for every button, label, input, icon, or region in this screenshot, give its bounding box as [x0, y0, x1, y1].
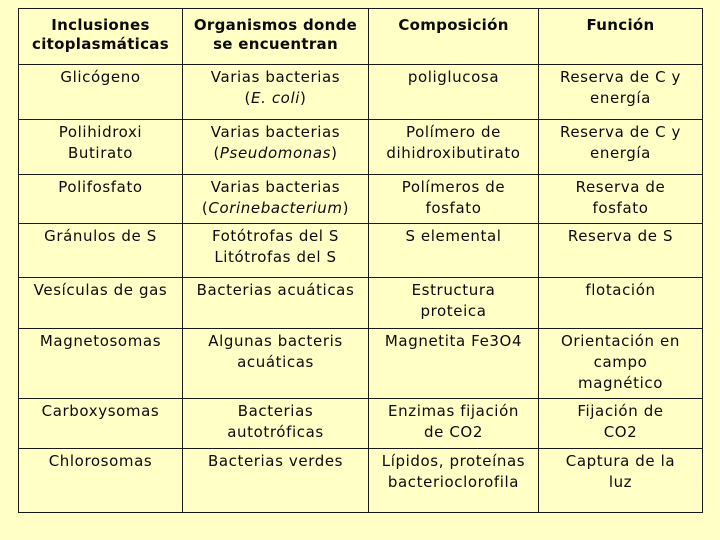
cell-inclusion: Magnetosomas [19, 329, 183, 399]
cell-composition: Magnetita Fe3O4 [369, 329, 539, 399]
cell-function: Reserva de C y energía [539, 65, 703, 120]
cell-function: Reserva de S [539, 224, 703, 278]
cell-inclusion: Glicógeno [19, 65, 183, 120]
cell-composition: Lípidos, proteínas bacterioclorofila [369, 449, 539, 513]
cell-function: Fijación de CO2 [539, 399, 703, 449]
cell-function: flotación [539, 278, 703, 329]
cell-inclusion: Carboxysomas [19, 399, 183, 449]
cell-organisms: Fotótrofas del S Litótrofas del S [183, 224, 369, 278]
table-row [19, 175, 703, 224]
cell-organisms: Bacterias acuáticas [183, 278, 369, 329]
header-function: Función [539, 9, 703, 65]
cell-organisms: Varias bacterias (E. coli) [183, 65, 369, 120]
cell-organisms: Bacterias verdes [183, 449, 369, 513]
table-row [19, 329, 703, 399]
cell-organisms: Varias bacterias (Corinebacterium) [183, 175, 369, 224]
inclusions-table [18, 8, 703, 513]
cell-composition: Estructura proteica [369, 278, 539, 329]
table-row [19, 278, 703, 329]
table-row [19, 399, 703, 449]
cell-organisms: Bacterias autotróficas [183, 399, 369, 449]
cell-inclusion: Polifosfato [19, 175, 183, 224]
cell-composition: S elemental [369, 224, 539, 278]
header-row [19, 9, 703, 65]
header-organisms: Organismos donde se encuentran [183, 9, 369, 65]
cell-composition: Polímeros de fosfato [369, 175, 539, 224]
cell-inclusion: Polihidroxi Butirato [19, 120, 183, 175]
table-row [19, 224, 703, 278]
header-composition: Composición [369, 9, 539, 65]
header-inclusions: Inclusiones citoplasmáticas [19, 9, 183, 65]
cell-inclusion: Chlorosomas [19, 449, 183, 513]
cell-composition: poliglucosa [369, 65, 539, 120]
table-row [19, 65, 703, 120]
cell-composition: Polímero de dihidroxibutirato [369, 120, 539, 175]
cell-inclusion: Vesículas de gas [19, 278, 183, 329]
cell-function: Captura de la luz [539, 449, 703, 513]
cell-composition: Enzimas fijación de CO2 [369, 399, 539, 449]
cell-function: Orientación en campo magnético [539, 329, 703, 399]
cell-organisms: Algunas bacteris acuáticas [183, 329, 369, 399]
cell-function: Reserva de C y energía [539, 120, 703, 175]
table-row [19, 120, 703, 175]
cell-function: Reserva de fosfato [539, 175, 703, 224]
table-row [19, 449, 703, 513]
cell-organisms: Varias bacterias (Pseudomonas) [183, 120, 369, 175]
cell-inclusion: Gránulos de S [19, 224, 183, 278]
